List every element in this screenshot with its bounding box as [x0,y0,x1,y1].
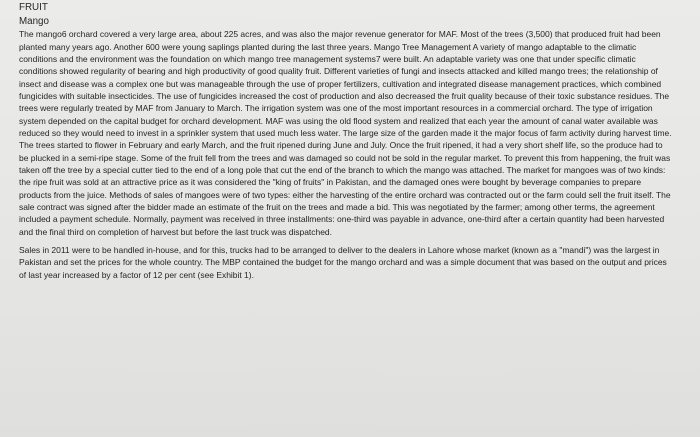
section-heading: FRUIT [19,2,48,13]
paragraph-sales: Sales in 2011 were to be handled in-house, and for this, trucks had to be arranged to deliver to the dealers in Lahore whose market (known as a "mandi") was the largest in Pakistan and set the prices for the whole country. The MBP contained the budget for the mango orchard and was a simple document that was based on the output and prices of last year increased by a factor of 12 per cent (see Exhibit 1). [19,245,667,280]
section-subheading: Mango [19,15,49,27]
paragraph-orchard: The mango6 orchard covered a very large area, about 225 acres, and was also the major revenue generator for MAF. Most of the trees (3,500) that produced fruit had been planted many years ago. Another 600 were young saplings planted during the last three years. Mango Tree Management A variety of mango adaptable to the climatic conditions and the environment was the foundation on which mango tree management systems7 were built. An adaptable variety was one that under specific climatic conditions showed regularity of bearing and high productivity of good quality fruit. Different varieties of fungi and insects attacked and killed mango trees; the relationship of insect and disease was a complex one but was manageable through the use of proper fertilizers, cultivation and integrated disease management practices, which combined fungicides with suitable insecticides. The use of fungicides increased the cost of production and also decreased the fruit quality because of their toxic substance residues. The trees were regularly treated by MAF from January to March. The irrigation system was one of the most important resources in a commercial orchard. The type of irrigation system depended on the capital budget for orchard development. MAF was using the old flood system and realized that each year the amount of canal water available was reduced so they would need to invest in a sprinkler system that used much less water. The large size of the garden made it the major focus of farm activity during harvest time. The trees started to flower in February and early March, and the fruit ripened during June and July. Once the fruit ripened, it had a very short shelf life, so the produce had to be plucked in a semi-ripe stage. Some of the fruit fell from the trees and was damaged so could not be sold in the regular market. To prevent this from happening, the fruit was taken off the tree by a special cutter tied to the end of a long pole that cut the end of the branch to which the mango was attached. The market for mangoes was of two kinds: the ripe fruit was sold at an attractive price as it was considered the "king of fruits" in Pakistan, and the damaged ones were bought by beverage companies to prepare products from the juice. Methods of sales of mangoes were of two types: either the harvesting of the entire orchard was contracted out or the farm could sell the fruit itself. The sale contract was signed after the bidder made an estimate of the fruit on the trees and made a bid. This was negotiated by the farmer; among other terms, the agreement included a payment schedule. Normally, payment was received in three installments: one-third was payable in advance, one-third after a certain quantity had been harvested and the final third on completion of harvest but before the last truck was dispatched. [19,29,672,237]
